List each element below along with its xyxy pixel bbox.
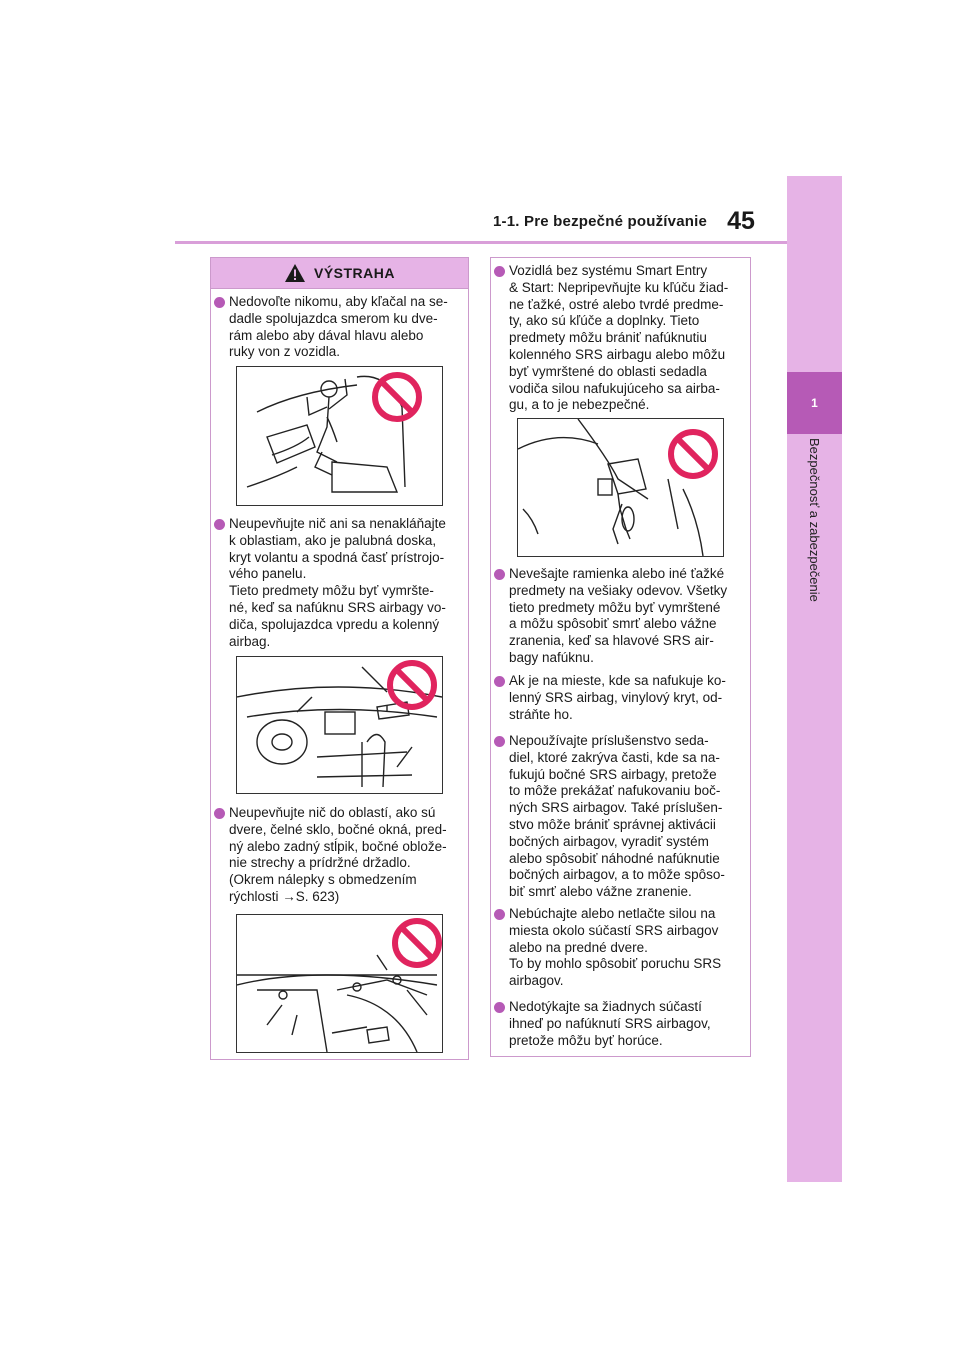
- right-item-text: Nebúchajte alebo netlačte silou na miesta okolo súčastí SRS airbagov alebo na predné dvere. To by mohlo spôsobiť poruchu SRS airbagov.: [509, 906, 722, 989]
- warning-triangle-icon: [284, 263, 306, 283]
- prohibition-sign: [390, 663, 434, 707]
- prohibition-sign: [395, 921, 439, 965]
- right-item-text: Nevešajte ramienka alebo iné ťažké predmety na vešiaky odevov. Všetky tieto predmety môžu byť vymrštené a môžu spôsobiť smrť alebo vážne zranenia, keď sa hlavové SRS air- bagy nafúknu.: [509, 566, 728, 665]
- prohibition-sign: [375, 375, 419, 419]
- illustration-kneeling-passenger: [236, 366, 443, 506]
- prohibition-sign: [671, 432, 715, 476]
- bullet-dot: [494, 1002, 505, 1013]
- dashboard-objects-drawing: [237, 657, 442, 793]
- warning-item-text: Neupevňujte nič ani sa nenakláňajte k oblastiam, ako je palubná doska, kryt volantu a spodná časť prístrojo- vého panelu. Tieto predmety môžu byť vymršte- né, keď sa nafúknu SRS airbagy vo- diča, spolujazdca vpredu a kolenný airbag.: [229, 516, 446, 649]
- right-item-text: Vozidlá bez systému Smart Entry & Start: Nepripevňujte ku kľúču žiad- ne ťažké, ostré alebo tvrdé predme- ty, ako sú kľúče a doplnky. Tieto predmety môžu brániť nafúknutiu kolenného SRS airbagu alebo môžu byť vymrštené do oblasti sedadla vodiča silou nafukujúceho sa airba- gu, a to je nebezpečné.: [509, 263, 729, 413]
- right-item-1: [494, 263, 748, 414]
- right-item-3: [494, 673, 748, 723]
- bullet-dot: [494, 909, 505, 920]
- right-item-text: Nepoužívajte príslušenstvo seda- diel, ktoré zakrýva časti, kde sa na- fukujú bočné SRS airbagy, pretože to môže prekážať nafukovaniu boč- ných SRS airbagov. Také príslušen- stvo môže brániť správnej aktivácii bočných airbagov, vyradiť systém alebo spôsobiť náhodné nafúknutie bočných airbagov, a to môže spôso- biť smrť alebo vážne zranenie.: [509, 733, 725, 900]
- right-item-6: [494, 999, 748, 1049]
- key-fob-drawing: [518, 419, 723, 556]
- warning-item-text: Neupevňujte nič do oblastí, ako sú dvere, čelné sklo, bočné okná, pred- ný alebo zadný stĺpik, bočné oblože- nie strechy a prídržné držadlo. (Okrem nálepky s obmedzením rýchlosti →S. 623): [229, 805, 447, 904]
- warning-item-text: Nedovoľte nikomu, aby kľačal na se- dadle spolujazdca smerom ku dve- rám alebo aby dával hlavu alebo ruky von z vozidla.: [229, 294, 448, 360]
- bullet-dot: [214, 297, 225, 308]
- warning-header: [211, 258, 468, 289]
- header-rule: [175, 241, 787, 244]
- bullet-dot: [494, 266, 505, 277]
- right-item-text: Ak je na mieste, kde sa nafukuje ko- lenný SRS airbag, vinylový kryt, od- stráňte ho.: [509, 673, 726, 722]
- warning-item-1: [214, 294, 466, 361]
- bullet-dot: [214, 519, 225, 530]
- right-item-5: [494, 906, 748, 990]
- warning-item-2: [214, 516, 466, 650]
- bullet-dot: [214, 808, 225, 819]
- chapter-number: 1: [787, 372, 842, 434]
- bullet-dot: [494, 736, 505, 747]
- illustration-key-fob: [517, 418, 724, 557]
- warning-title: VÝSTRAHA: [313, 265, 395, 281]
- section-title: 1-1. Pre bezpečné používanie: [493, 213, 708, 230]
- right-item-4: [494, 733, 748, 901]
- chapter-side-tab: [787, 176, 842, 1182]
- page-number: 45: [727, 207, 755, 235]
- right-item-text: Nedotýkajte sa žiadnych súčastí ihneď po nafúknutí SRS airbagov, pretože môžu byť horúce.: [509, 999, 711, 1048]
- illustration-dashboard-objects: [236, 656, 443, 794]
- kneeling-passenger-drawing: [237, 367, 442, 505]
- illustration-pillars-roof: [236, 914, 443, 1053]
- pillars-roof-drawing: [237, 915, 442, 1052]
- chapter-title: Bezpečnosť a zabezpečenie: [807, 438, 822, 602]
- warning-item-3: [214, 805, 466, 906]
- right-item-2: [494, 566, 748, 667]
- bullet-dot: [494, 676, 505, 687]
- bullet-dot: [494, 569, 505, 580]
